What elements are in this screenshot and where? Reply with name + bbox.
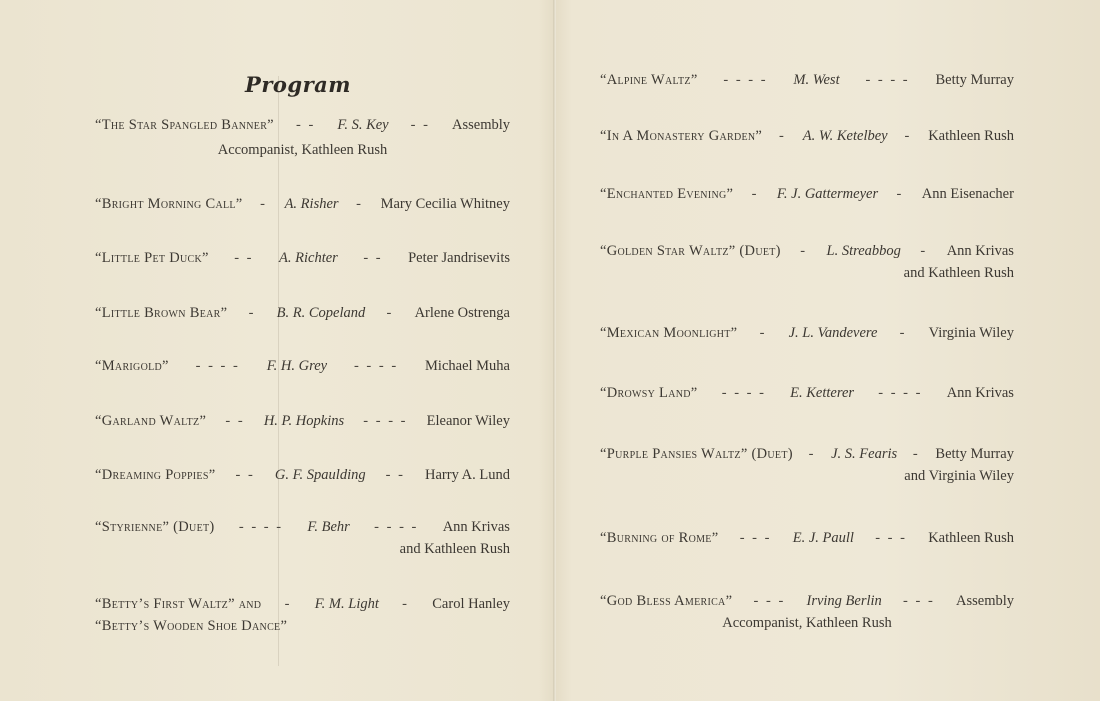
- performer: Kathleen Rush: [928, 128, 1014, 144]
- performer: Mary Cecilia Whitney: [380, 196, 510, 212]
- composer: F. H. Grey: [266, 358, 328, 374]
- performer: Virginia Wiley: [928, 325, 1014, 341]
- composer: F. Behr: [307, 519, 350, 535]
- program-entry: “Garland Waltz” - - H. P. Hopkins - - - - Eleanor Wiley: [95, 410, 510, 432]
- performer: Carol Hanley: [432, 596, 510, 612]
- composer: F. J. Gattermeyer: [776, 186, 879, 202]
- program-entry: “Styrienne” (Duet) - - - - F. Behr - - - - Ann Krivas and Kathleen Rush: [95, 516, 510, 560]
- program-entry: “God Bless America” - - - Irving Berlin - - - Assembly Accompanist, Kathleen Rush: [600, 590, 1014, 634]
- piece-title: “Betty’s First Waltz” and: [95, 596, 262, 612]
- composer: Irving Berlin: [806, 593, 882, 609]
- performer: Ann Krivas: [946, 243, 1014, 259]
- piece-title: “The Star Spangled Banner”: [95, 117, 274, 133]
- piece-title: “Bright Morning Call”: [95, 196, 243, 212]
- entry-note: and Kathleen Rush: [399, 541, 510, 557]
- piece-title: “Little Brown Bear”: [95, 305, 228, 321]
- program-entry: “Dreaming Poppies” - - G. F. Spaulding - - Harry A. Lund: [95, 464, 510, 486]
- piece-title: “Golden Star Waltz” (Duet): [600, 243, 781, 259]
- composer: A. Risher: [284, 196, 339, 212]
- program-entry: “Golden Star Waltz” (Duet) - L. Streabbog - Ann Krivas and Kathleen Rush: [600, 240, 1014, 284]
- program-entry: “Little Pet Duck” - - A. Richter - - Peter Jandrisevits: [95, 247, 510, 269]
- piece-title: “Purple Pansies Waltz” (Duet): [600, 446, 793, 462]
- program-entry: “Enchanted Evening” - F. J. Gattermeyer - Ann Eisenacher: [600, 183, 1014, 205]
- program-entry: “In A Monastery Garden” - A. W. Ketelbey - Kathleen Rush: [600, 125, 1014, 147]
- entry-note: and Virginia Wiley: [904, 468, 1014, 484]
- performer: Arlene Ostrenga: [414, 305, 510, 321]
- program-entry: “Marigold” - - - - F. H. Grey - - - - Michael Muha: [95, 355, 510, 377]
- piece-title: “God Bless America”: [600, 593, 733, 609]
- composer: L. Streabbog: [826, 243, 901, 259]
- program-entry: “Alpine Waltz” - - - - M. West - - - - Betty Murray: [600, 69, 1014, 91]
- program-entry: “Purple Pansies Waltz” (Duet) - J. S. Fearis - Betty Murray and Virginia Wiley: [600, 443, 1014, 487]
- performer: Assembly: [956, 593, 1014, 609]
- piece-title: “Garland Waltz”: [95, 413, 207, 429]
- performer: Betty Murray: [935, 72, 1014, 88]
- performer: Ann Krivas: [442, 519, 510, 535]
- composer: F. S. Key: [337, 117, 389, 133]
- piece-title: “Little Pet Duck”: [95, 250, 209, 266]
- composer: G. F. Spaulding: [274, 467, 366, 483]
- performer: Assembly: [452, 117, 510, 133]
- composer: E. J. Paull: [792, 530, 854, 546]
- entry-note: Accompanist, Kathleen Rush: [217, 142, 388, 158]
- piece-title-line2: “Betty’s Wooden Shoe Dance”: [95, 618, 288, 634]
- composer: A. W. Ketelbey: [802, 128, 888, 144]
- composer: H. P. Hopkins: [263, 413, 345, 429]
- piece-title: “Marigold”: [95, 358, 169, 374]
- piece-title: “Drowsy Land”: [600, 385, 698, 401]
- performer: Betty Murray: [935, 446, 1014, 462]
- composer: B. R. Copeland: [276, 305, 366, 321]
- program-entry: “Mexican Moonlight” - J. L. Vandevere - Virginia Wiley: [600, 322, 1014, 344]
- composer: J. S. Fearis: [831, 446, 898, 462]
- piece-title: “Alpine Waltz”: [600, 72, 698, 88]
- program-entry: “The Star Spangled Banner” - - F. S. Key - - Assembly Accompanist, Kathleen Rush: [95, 114, 510, 161]
- performer: Eleanor Wiley: [426, 413, 510, 429]
- composer: A. Richter: [279, 250, 338, 266]
- performer: Kathleen Rush: [928, 530, 1014, 546]
- piece-title: “Mexican Moonlight”: [600, 325, 738, 341]
- entry-note: Accompanist, Kathleen Rush: [722, 615, 892, 631]
- composer: J. L. Vandevere: [788, 325, 878, 341]
- composer: E. Ketterer: [790, 385, 855, 401]
- page-fold: [553, 0, 556, 701]
- program-entry: “Drowsy Land” - - - - E. Ketterer - - - - Ann Krivas: [600, 382, 1014, 404]
- program-heading: Program: [245, 72, 351, 97]
- performer: Harry A. Lund: [425, 467, 510, 483]
- piece-title: “Enchanted Evening”: [600, 186, 734, 202]
- entry-note: and Kathleen Rush: [903, 265, 1014, 281]
- piece-title: “Dreaming Poppies”: [95, 467, 216, 483]
- performer: Michael Muha: [425, 358, 510, 374]
- composer: M. West: [793, 72, 840, 88]
- program-entry: “Little Brown Bear” - B. R. Copeland - Arlene Ostrenga: [95, 302, 510, 324]
- composer: F. M. Light: [314, 596, 379, 612]
- program-entry: “Burning of Rome” - - - E. J. Paull - - - Kathleen Rush: [600, 527, 1014, 549]
- performer: Ann Eisenacher: [921, 186, 1014, 202]
- program-entry: “Bright Morning Call” - A. Risher - Mary Cecilia Whitney: [95, 193, 510, 215]
- performer: Peter Jandrisevits: [408, 250, 510, 266]
- program-entry: “Betty’s First Waltz” and - F. M. Light - Carol Hanley “Betty’s Wooden Shoe Dance”: [95, 593, 510, 637]
- piece-title: “Styrienne” (Duet): [95, 519, 215, 535]
- performer: Ann Krivas: [946, 385, 1014, 401]
- piece-title: “In A Monastery Garden”: [600, 128, 763, 144]
- piece-title: “Burning of Rome”: [600, 530, 719, 546]
